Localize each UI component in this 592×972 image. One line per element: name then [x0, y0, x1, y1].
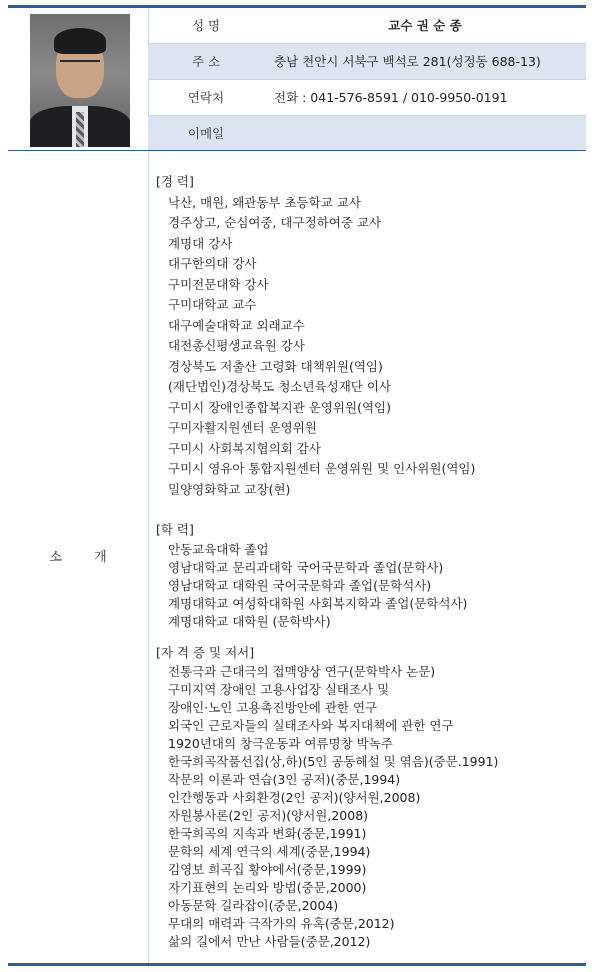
career-item: 구미시 장애인종합복지관 운영위원(역임)	[168, 399, 391, 415]
education-item: 영남대학교 문리과대학 국어국문학과 졸업(문학사)	[168, 559, 444, 575]
publication-item: 구미지역 장애인 고용사업장 실태조사 및	[168, 682, 390, 697]
career-item: 구미시 사회복지협의회 감사	[168, 440, 321, 456]
intro-label-cell	[8, 151, 149, 963]
publication-item: 1920년대의 창극운동과 여류명창 박녹주	[168, 736, 393, 751]
intro-content	[156, 172, 576, 951]
education-item: 영남대학교 대학원 국어국문학과 졸업(문학석사)	[168, 577, 432, 593]
education-item: 계명대학교 대학원 (문학박사)	[168, 613, 331, 629]
publication-item: 외국인 근로자들의 실태조사와 복지대책에 관한 연구	[168, 718, 454, 733]
career-item: 경주상고, 순심여중, 대구정하여중 교사	[168, 215, 382, 230]
education-title: [학 력]	[156, 522, 194, 537]
publication-item: 자원봉사론(2인 공저)(양서원,2008)	[168, 808, 369, 823]
publication-item: 무대의 매력과 극작가의 유혹(중문,2012)	[168, 916, 395, 931]
contact-value: 전화 : 041-576-8591 / 010-9950-0191	[274, 90, 508, 105]
career-item: 대구한의대 강사	[168, 256, 257, 271]
publications-list	[156, 663, 576, 951]
contact-label: 연락처	[187, 90, 225, 105]
name-row	[148, 8, 586, 44]
publication-item: 전통극과 근대극의 접맥양상 연구(문학박사 논문)	[168, 664, 436, 679]
name-value: 교수 권 순 종	[388, 18, 462, 33]
education-list	[156, 541, 576, 631]
publication-item: 삶의 길에서 만난 사람들(중문,2012)	[168, 934, 371, 949]
intro-label: 소 개	[49, 550, 121, 565]
publication-item: 작문의 이론과 연습(3인 공저)(중문,1994)	[168, 772, 401, 787]
career-item: 대구예술대학교 외래교수	[168, 317, 305, 333]
career-item: 대전총신평생교육원 강사	[168, 338, 305, 353]
publication-item: 김영보 희곡집 황야에서(중문,1999)	[168, 862, 367, 877]
publication-item: 장애인·노인 고용촉진방안에 관한 연구	[168, 700, 378, 715]
career-item: 구미전문대학 강사	[168, 276, 269, 292]
career-item: 구미대학교 교수	[168, 297, 257, 312]
email-value	[264, 116, 586, 151]
photo-cell	[8, 8, 149, 150]
address-row	[148, 44, 586, 80]
education-item: 계명대학교 여성학대학원 사회복지학과 졸업(문학석사)	[168, 595, 468, 611]
education-item: 안동교육대학 졸업	[168, 541, 269, 557]
career-item: 밀양영화학교 교장(현)	[168, 481, 291, 497]
bottom-border	[8, 963, 586, 966]
career-item: 계명대 강사	[168, 235, 233, 251]
publication-item: 자기표현의 논리와 방법(중문,2000)	[168, 880, 367, 895]
publication-item: 한국희곡작품선집(상,하)(5인 공동해설 및 엮음)(중문.1991)	[168, 754, 499, 769]
address-label: 주 소	[191, 54, 221, 69]
career-item: 구미자활지원센터 운영위원	[168, 420, 317, 435]
career-item: 경상북도 저출산 고령화 대책위원(역임)	[168, 358, 383, 374]
publication-item: 문학의 세계 연극의 세계(중문,1994)	[168, 844, 371, 859]
career-item: 구미시 영유아 통합지원센터 운영위원 및 인사위원(역임)	[168, 461, 476, 476]
email-label: 이메일	[187, 126, 225, 141]
profile-photo	[30, 14, 130, 147]
email-row	[148, 116, 586, 150]
publications-title: [자 격 증 및 저서]	[156, 644, 255, 660]
contact-row	[148, 80, 586, 116]
publication-item: 아동문학 길라잡이(중문,2004)	[168, 898, 339, 913]
name-label: 성 명	[191, 18, 221, 33]
address-value: 충남 천안시 서북구 백석로 281(성정동 688-13)	[274, 54, 541, 69]
publication-item: 인간행동과 사회환경(2인 공저)(양서원,2008)	[168, 790, 421, 805]
career-title: [경 력]	[156, 174, 194, 189]
career-list	[156, 193, 576, 501]
career-item: (재단법인)경상북도 청소년육성재단 이사	[168, 379, 391, 394]
publication-item: 한국희곡의 지속과 변화(중문,1991)	[168, 826, 367, 841]
career-item: 낙산, 매원, 왜관동부 초등학교 교사	[168, 194, 361, 210]
